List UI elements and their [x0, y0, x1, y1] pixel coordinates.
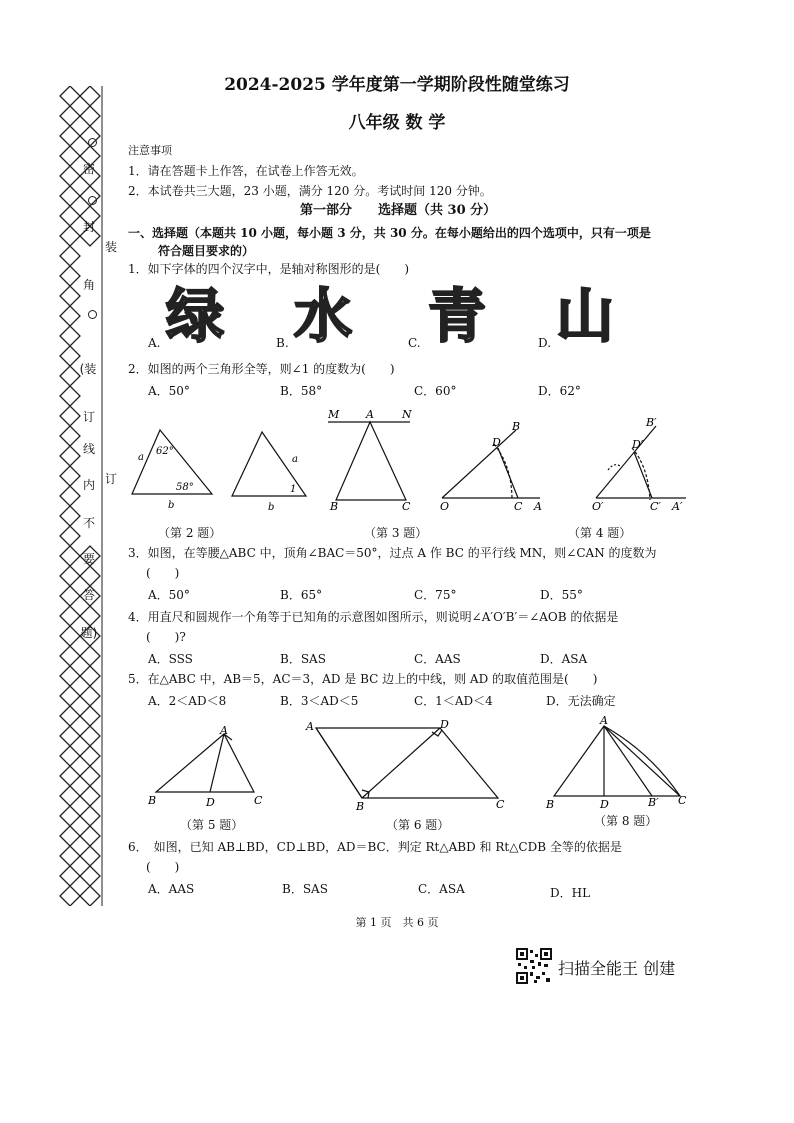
- margin-diamond: [60, 586, 80, 606]
- margin-diamond: [60, 386, 80, 406]
- margin-diamond: [80, 826, 100, 846]
- margin-diamond: [60, 766, 80, 786]
- q4-label-A2: A′: [672, 500, 683, 513]
- margin-diamond: [60, 746, 80, 766]
- margin-diamond: [60, 806, 80, 826]
- q4-figure-left: [442, 430, 540, 500]
- margin-char: (装: [79, 362, 97, 376]
- q5-figure: [156, 734, 254, 792]
- q4-label-C2: C′: [650, 500, 661, 513]
- margin-char: 装: [104, 240, 117, 254]
- q4-label-B2: B′: [646, 416, 657, 429]
- q2-triangle-left: [132, 430, 212, 494]
- margin-diamond: [80, 866, 100, 886]
- margin-diamond: [60, 326, 80, 346]
- margin-char: 内: [82, 478, 95, 492]
- q8-label-B2: B′: [648, 796, 659, 809]
- q3-option: B．65°: [280, 588, 323, 602]
- q4-label-O2: O′: [592, 500, 604, 513]
- margin-diamond: [60, 206, 80, 226]
- q6-caption: （第 6 题）: [386, 818, 450, 832]
- margin-diamond: [80, 666, 100, 686]
- margin-diamond: [60, 106, 80, 126]
- q6-option: B．SAS: [282, 882, 328, 896]
- q6-figure: [316, 728, 498, 798]
- margin-diamond: [60, 646, 80, 666]
- q4-stem-cont: ( )?: [146, 630, 186, 644]
- q5-option: C．1＜AD＜4: [414, 694, 493, 708]
- q3-caption: （第 3 题）: [364, 526, 428, 540]
- q2-option: C．60°: [414, 384, 457, 398]
- margin-char: 答: [82, 588, 95, 602]
- q1-char-image: 绿: [166, 282, 225, 350]
- q4-label-D2: D′: [632, 438, 644, 451]
- q4-label-O: O: [440, 500, 450, 513]
- q4-option: A．SSS: [148, 652, 193, 666]
- figure-row-q2-q4: [120, 404, 700, 516]
- margin-char: 封: [82, 220, 95, 234]
- q4-label-B: B: [512, 420, 521, 433]
- margin-diamond: [60, 146, 80, 166]
- exam-title: 2024-2025 学年度第一学期阶段性随堂练习: [224, 75, 570, 95]
- notes-item: 2．本试卷共三大题，23 小题，满分 120 分。考试时间 120 分钟。: [128, 184, 492, 198]
- q8-label-D: D: [600, 798, 609, 811]
- margin-diamond: [60, 546, 80, 566]
- q5-stem: 5．在△ABC 中，AB＝5，AC＝3，AD 是 BC 边上的中线，则 AD 的取值范围是( ): [128, 672, 598, 686]
- q3-option: D．55°: [540, 588, 583, 602]
- margin-diamond: [80, 726, 100, 746]
- q8-label-B: B: [546, 798, 555, 811]
- q3-label-C: C: [402, 500, 411, 513]
- q1-char-image: 水: [294, 282, 353, 350]
- q1-option: B.: [276, 336, 289, 350]
- notes-heading: 注意事项: [128, 144, 172, 157]
- margin-diamond: [80, 686, 100, 706]
- q3-option: C．75°: [414, 588, 457, 602]
- margin-diamond: [60, 266, 80, 286]
- q4-option: C．AAS: [414, 652, 461, 666]
- q5-option: D．无法确定: [546, 694, 616, 708]
- q6-label-B: B: [356, 800, 365, 813]
- q4-option: D．ASA: [540, 652, 588, 666]
- q2-label-a: a: [138, 452, 144, 463]
- q3-label-B: B: [330, 500, 339, 513]
- q6-option: A．AAS: [148, 882, 195, 896]
- q3-stem-cont: ( ): [146, 566, 180, 580]
- margin-diamond: [60, 726, 80, 746]
- part1-heading: 第一部分 选择题（共 30 分）: [300, 203, 497, 218]
- q4-stem: 4．用直尺和圆规作一个角等于已知角的示意图如图所示，则说明∠A′O′B′＝∠AOB 的依据是: [128, 610, 619, 624]
- q4-option: B．SAS: [280, 652, 326, 666]
- margin-diamond: [60, 426, 80, 446]
- margin-char: 订: [104, 472, 117, 486]
- margin-diamond: [60, 286, 80, 306]
- q8-label-C: C: [678, 794, 687, 807]
- margin-diamond: [60, 166, 80, 186]
- margin-char: 订: [82, 410, 95, 424]
- margin-diamond: [60, 666, 80, 686]
- exam-subject: 八年级 数 学: [348, 113, 446, 133]
- section-instructions-cont: 符合题目要求的）: [158, 244, 255, 258]
- margin-diamond: [60, 606, 80, 626]
- q6-label-D: D: [440, 718, 449, 731]
- margin-diamond: [60, 306, 80, 326]
- margin-diamond: [60, 846, 80, 866]
- margin-diamond: [60, 186, 80, 206]
- margin-diamond: [60, 466, 80, 486]
- q5-option: A．2＜AD＜8: [148, 694, 227, 708]
- q2-label-62: 62°: [156, 446, 174, 457]
- q6-label-C: C: [496, 798, 505, 811]
- margin-char: 题): [80, 626, 98, 640]
- q3-figure: [328, 422, 410, 500]
- margin-diamond: [60, 826, 80, 846]
- margin-diamond: [80, 846, 100, 866]
- q4-caption: （第 4 题）: [568, 526, 632, 540]
- margin-diamond: [60, 626, 80, 646]
- margin-diamond: [60, 866, 80, 886]
- figure-row-q5-q8: [140, 712, 700, 814]
- margin-diamond: [60, 446, 80, 466]
- q6-stem: 6． 如图，已知 AB⊥BD，CD⊥BD，AD＝BC．判定 Rt△ABD 和 Rt△CDB 全等的依据是: [128, 840, 622, 854]
- q2-label-58: 58°: [176, 482, 194, 493]
- margin-diamond: [80, 746, 100, 766]
- margin-diamond: [60, 126, 80, 146]
- q4-label-C: C: [514, 500, 523, 513]
- margin-diamond: [80, 86, 100, 106]
- q1-option: D.: [538, 336, 552, 350]
- q8-figure: [554, 726, 680, 796]
- margin-diamond: [60, 526, 80, 546]
- q2-label-a2: a: [292, 454, 298, 465]
- q5-label-B: B: [148, 794, 157, 807]
- margin-char: 不: [82, 516, 95, 530]
- q8-label-A: A: [600, 714, 608, 727]
- notes-item: 1．请在答题卡上作答，在试卷上作答无效。: [128, 164, 364, 178]
- margin-circle: [88, 138, 97, 147]
- section-instructions: 一、选择题（本题共 10 小题，每小题 3 分，共 30 分。在每小题给出的四个选项中，只有一项是: [128, 226, 651, 240]
- margin-diamond: [80, 806, 100, 826]
- q2-caption: （第 2 题）: [158, 526, 222, 540]
- q3-stem: 3．如图，在等腰△ABC 中，顶角∠BAC＝50°，过点 A 作 BC 的平行线 MN，则∠CAN 的度数为: [128, 546, 657, 560]
- page-number: 第 1 页 共 6 页: [355, 916, 439, 929]
- q1-char-image: 青: [428, 282, 487, 350]
- margin-diamond: [80, 706, 100, 726]
- margin-char: 密: [82, 162, 95, 176]
- margin-seal-text: [79, 138, 102, 658]
- margin-diamond: [80, 106, 100, 126]
- q6-stem-cont: ( ): [146, 860, 180, 874]
- margin-diamond: [60, 886, 80, 906]
- margin-circle: [88, 196, 97, 205]
- margin-char: 要: [82, 552, 95, 566]
- margin-diamond: [60, 566, 80, 586]
- q3-label-A: A: [366, 408, 374, 421]
- q5-option: B．3＜AD＜5: [280, 694, 359, 708]
- q4-label-A: A: [534, 500, 542, 513]
- margin-diamond: [80, 886, 100, 906]
- margin-diamond: [60, 366, 80, 386]
- margin-diamond: [60, 786, 80, 806]
- q3-label-M: M: [328, 408, 340, 421]
- margin-diamond: [60, 226, 80, 246]
- q8-caption: （第 8 题）: [594, 814, 658, 828]
- margin-char: 线: [82, 442, 95, 456]
- q1-char-image: 山: [556, 282, 615, 350]
- q1-option: C.: [408, 336, 421, 350]
- q6-option: C．ASA: [418, 882, 465, 896]
- q2-label-1: 1: [290, 484, 297, 495]
- margin-diamond: [60, 706, 80, 726]
- margin-char: 角: [82, 278, 95, 292]
- q5-label-A: A: [220, 724, 228, 737]
- margin-diamond: [60, 346, 80, 366]
- margin-diamond: [60, 686, 80, 706]
- q3-label-N: N: [402, 408, 412, 421]
- q2-label-b2: b: [268, 502, 275, 513]
- q5-label-D: D: [206, 796, 215, 809]
- margin-diamond: [80, 766, 100, 786]
- margin-diamond: [60, 406, 80, 426]
- q5-caption: （第 5 题）: [180, 818, 244, 832]
- margin-diamond: [80, 786, 100, 806]
- margin-diamond: [60, 86, 80, 106]
- q2-option: A．50°: [148, 384, 190, 398]
- q6-label-A: A: [306, 720, 314, 733]
- q1-stem: 1．如下字体的四个汉字中，是轴对称图形的是( ): [128, 262, 410, 276]
- margin-diamond: [60, 246, 80, 266]
- q1-option: A.: [148, 336, 161, 350]
- q2-stem: 2．如图的两个三角形全等，则∠1 的度数为( ): [128, 362, 395, 376]
- q6-option: D．HL: [550, 886, 591, 900]
- scanner-watermark: 扫描全能王 创建: [558, 959, 676, 978]
- q4-label-D: D: [492, 436, 501, 449]
- margin-diamond: [60, 506, 80, 526]
- q2-label-b: b: [168, 500, 175, 511]
- q2-option: B．58°: [280, 384, 323, 398]
- margin-diamond: [60, 486, 80, 506]
- q2-option: D．62°: [538, 384, 581, 398]
- q3-option: A．50°: [148, 588, 190, 602]
- margin-circle: [88, 310, 97, 319]
- qr-code-icon: [516, 948, 552, 984]
- q5-label-C: C: [254, 794, 263, 807]
